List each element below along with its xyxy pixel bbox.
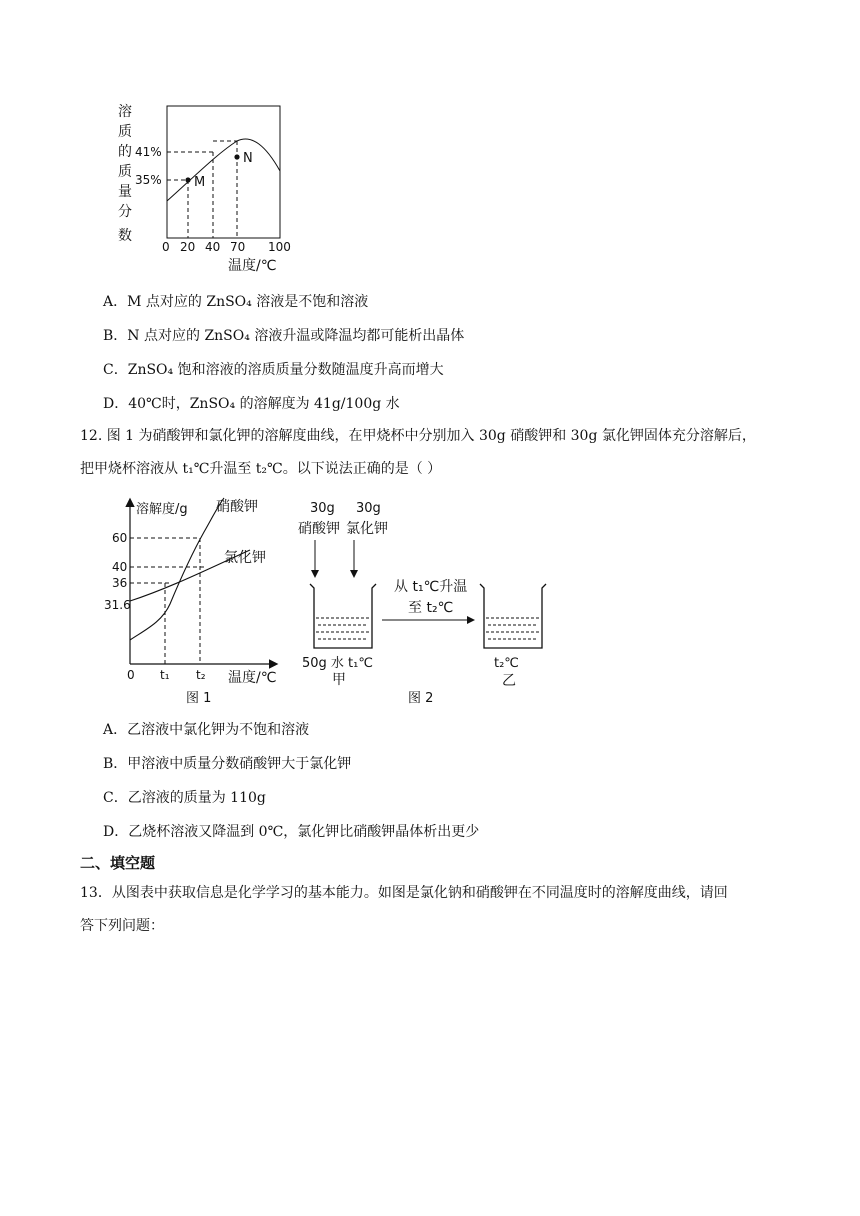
kno3-curve [130,498,224,640]
figure-1-caption: 图 1 [186,691,212,706]
ytick-35: 35% [135,173,162,187]
ylabel-char: 数 [118,228,132,244]
arrow-label-bottom: 至 t₂℃ [408,600,454,616]
xlabel: 温度/℃ [228,670,277,686]
chart-frame [167,106,280,238]
beaker1-name: 甲 [332,672,346,688]
xtick-t2: t₂ [196,668,206,682]
xtick: 0 [162,240,170,254]
q12-option-d: D．乙烧杯溶液又降温到 0℃，氯化钾比硝酸钾晶体析出更少 [103,824,480,840]
beaker-jia [310,584,376,648]
section-heading: 二、填空题 [80,854,156,872]
add2-mass: 30g [356,501,381,516]
beaker2-label: t₂℃ [494,656,519,671]
q11-option-a: A．M 点对应的 ZnSO₄ 溶液是不饱和溶液 [103,294,369,310]
beaker-experiment-diagram [290,492,560,712]
xtick-origin: 0 [127,668,135,682]
q11-option-d: D．40℃时，ZnSO₄ 的溶解度为 41g/100g 水 [103,396,400,412]
q13-stem-line1: 13．从图表中获取信息是化学学习的基本能力。如图是氯化钠和硝酸钾在不同温度时的溶解度曲线，请回 [80,885,728,901]
xlabel: 温度/℃ [228,258,277,274]
xtick: 20 [180,240,196,254]
ytick-31-6: 31.6 [104,598,131,612]
beaker2-name: 乙 [502,673,516,689]
ylabel-char: 的 [118,144,132,160]
point-n-label: N [243,151,253,166]
point-n [234,154,239,159]
ytick-40: 40 [112,560,128,574]
beaker-yi [480,584,546,648]
curve-label-kno3: 硝酸钾 [216,499,258,515]
q12-stem-line2: 把甲烧杯溶液从 t₁℃升温至 t₂℃。以下说法正确的是（ ） [80,461,442,477]
curve-label-kcl: 氯化钾 [224,550,266,566]
figure-2-caption: 图 2 [408,691,434,706]
q11-option-c: C．ZnSO₄ 饱和溶液的溶质质量分数随温度升高而增大 [103,362,444,378]
q12-stem-line1: 12. 图 1 为硝酸钾和氯化钾的溶解度曲线，在甲烧杯中分别加入 30g 硝酸钾和 30g 氯化钾固体充分溶解后， [80,428,756,444]
q12-option-c: C．乙溶液的质量为 110g [103,790,266,806]
add1-name: 硝酸钾 [298,521,340,537]
xtick: 70 [230,240,246,254]
ylabel-char: 分 [118,204,132,220]
beaker1-label: 50g 水 t₁℃ [302,656,373,671]
ylabel-char: 质 [118,164,132,180]
ytick-41: 41% [135,145,162,159]
xtick-t1: t₁ [160,668,170,682]
q12-option-b: B．甲溶液中质量分数硝酸钾大于氯化钾 [103,756,352,772]
q12-option-a: A．乙溶液中氯化钾为不饱和溶液 [103,722,310,738]
ytick-60: 60 [112,531,128,545]
ylabel: 溶解度/g [136,502,188,517]
point-m [185,177,190,182]
znso4-mass-fraction-chart [110,98,310,278]
add2-name: 氯化钾 [346,521,388,537]
xtick: 100 [268,240,291,254]
ylabel-char: 溶 [118,104,132,120]
arrow-label-top: 从 t₁℃升温 [394,579,468,595]
q13-stem-line2: 答下列问题： [80,918,164,934]
q11-option-b: B．N 点对应的 ZnSO₄ 溶液升温或降温均都可能析出晶体 [103,328,465,344]
add1-mass: 30g [310,501,335,516]
znso4-curve [167,139,280,201]
ylabel-char: 量 [118,184,132,200]
ytick-36: 36 [112,576,128,590]
xtick: 40 [205,240,221,254]
point-m-label: M [194,175,206,190]
solubility-curve-chart [100,492,290,712]
ylabel-char: 质 [118,124,132,140]
